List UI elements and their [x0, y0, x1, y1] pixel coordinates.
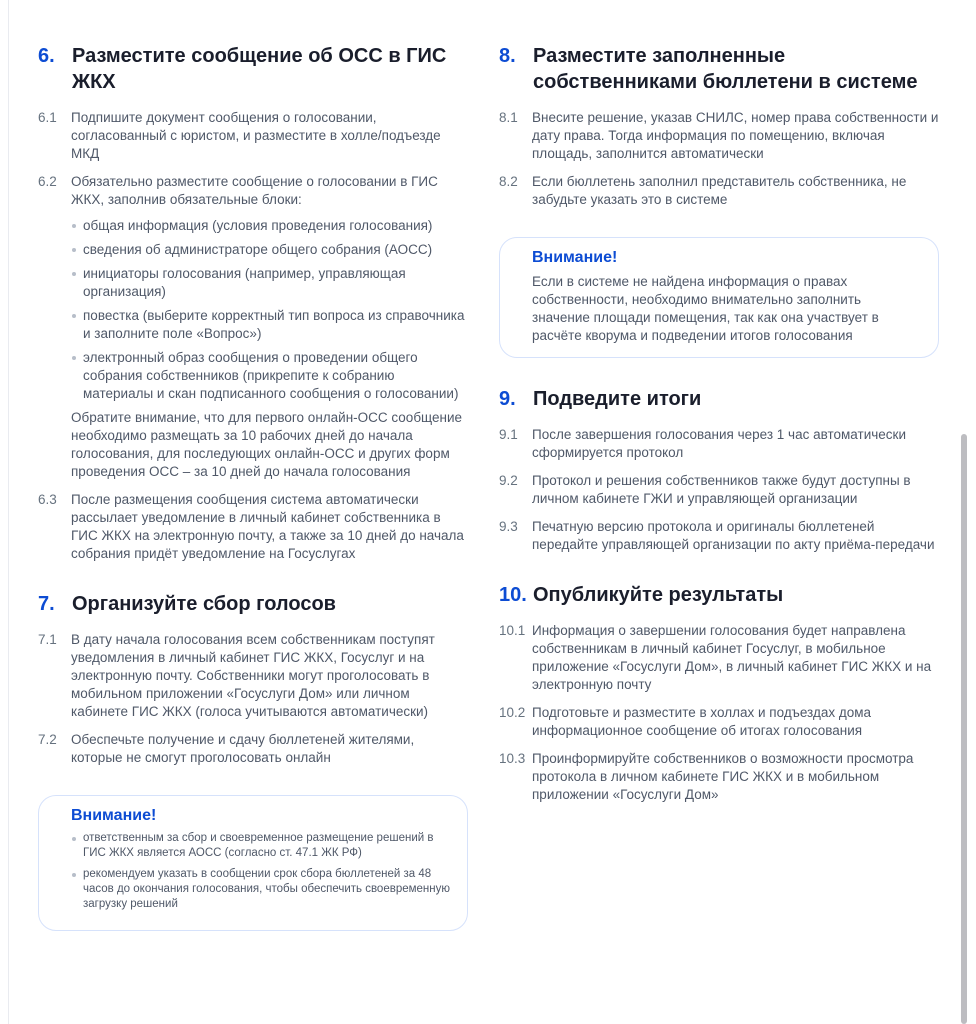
section-8 [499, 43, 939, 209]
step-number: 9.3 [499, 519, 518, 534]
step-number: 10.3 [499, 751, 526, 766]
step-7-2 [38, 731, 468, 767]
step-7-1 [38, 631, 468, 721]
list-item: рекомендуем указать в сообщении срок сбора бюллетеней за 48 часов до окончания голосования, чтобы обеспечить своевременную загрузку решений [71, 867, 451, 912]
section-8-header [499, 43, 939, 95]
list-item: ответственным за сбор и своевременное размещение решений в ГИС ЖКХ является АОСС (согласно ст. 47.1 ЖК РФ) [71, 831, 451, 861]
section-9-number: 9. [499, 388, 516, 410]
section-6 [38, 43, 468, 563]
step-number: 7.2 [38, 732, 57, 747]
step-number: 9.1 [499, 427, 518, 442]
section-7-number: 7. [38, 593, 55, 615]
step-text: Внесите решение, указав СНИЛС, номер права собственности и дату права. Тогда информация по помещению, включая площадь, заполнится автоматически [532, 110, 939, 161]
step-text: Подготовьте и разместите в холлах и подъездах дома информационное сообщение об итогах голосования [532, 705, 872, 738]
list-item: сведения об администраторе общего собрания (АОСС) [71, 241, 468, 259]
step-text: В дату начала голосования всем собственникам поступят уведомления в личный кабинет ГИС ЖКХ, Госуслуг и на электронную почту. Собственники могут проголосовать в мобильном приложении «Госуслуги Дом» или личном кабинете ГИС ЖКХ (голоса учитываются автоматически) [71, 632, 435, 719]
step-8-1 [499, 109, 939, 163]
step-text: Протокол и решения собственников также будут доступны в личном кабинете ГЖИ и управляющей организации [532, 473, 911, 506]
section-7 [38, 591, 468, 767]
scrollbar-thumb[interactable] [961, 434, 967, 1024]
section-10-title: Опубликуйте результаты [533, 584, 784, 606]
section-6-header [38, 43, 468, 95]
step-number: 10.1 [499, 623, 526, 638]
section-8-title: Разместите заполненные собственниками бюллетени в системе [533, 45, 918, 93]
attention-callout-left [38, 795, 468, 931]
step-10-3 [499, 750, 939, 804]
section-8-number: 8. [499, 45, 516, 67]
callout-title: Внимание! [71, 807, 157, 824]
step-10-1 [499, 622, 939, 694]
list-item: электронный образ сообщения о проведении общего собрания собственников (прикрепите к собранию материалы и скан подписанного сообщения о голосовании) [71, 349, 468, 403]
step-text: Обеспечьте получение и сдачу бюллетеней жителями, которые не смогут проголосовать онлайн [71, 732, 415, 765]
step-text: После завершения голосования через 1 час автоматически сформируется протокол [532, 427, 906, 460]
step-number: 9.2 [499, 473, 518, 488]
step-text: Подпишите документ сообщения о голосовании, согласованный с юристом, и разместите в холле/подъезде МКД [71, 110, 441, 161]
deadline-note: Обратите внимание, что для первого онлайн-ОСС сообщение необходимо размещать за 10 рабочих дней до начала голосования, для последующих онлайн-ОСС и других форм проведения ОСС – за 10 дней до начала голосования [71, 410, 463, 479]
section-9-header [499, 386, 939, 412]
list-item: инициаторы голосования (например, управляющая организация) [71, 265, 468, 301]
section-7-title: Организуйте сбор голосов [72, 593, 336, 615]
required-blocks-list [71, 217, 468, 403]
step-6-3 [38, 491, 468, 563]
step-9-3 [499, 518, 939, 554]
list-item: повестка (выберите корректный тип вопроса из справочника и заполните поле «Вопрос») [71, 307, 468, 343]
step-9-2 [499, 472, 939, 508]
step-number: 8.1 [499, 110, 518, 125]
step-text: Если бюллетень заполнил представитель собственника, не забудьте указать это в системе [532, 174, 907, 207]
callout-title: Внимание! [532, 249, 618, 266]
step-text: Проинформируйте собственников о возможности просмотра протокола в личном кабинете ГИС ЖКХ и в мобильном приложении «Госуслуги Дом» [532, 751, 914, 802]
section-10 [499, 582, 939, 804]
step-text: Информация о завершении голосования будет направлена собственникам в личный кабинет Госуслуг, в мобильное приложение «Госуслуги Дом», в личный кабинет ГИС ЖКХ и на электронную почту [532, 623, 932, 692]
step-8-2 [499, 173, 939, 209]
step-text: Обязательно разместите сообщение о голосовании в ГИС ЖКХ, заполнив обязательные блоки: [71, 174, 438, 207]
step-number: 10.2 [499, 705, 526, 720]
section-6-number: 6. [38, 45, 55, 67]
right-column [499, 43, 939, 832]
section-10-number: 10. [499, 584, 527, 606]
callout-text: Если в системе не найдена информация о правах собственности, необходимо внимательно заполнить значение площади помещения, так как она участвует в расчёте кворума и подведении итогов голосования [532, 274, 879, 343]
step-text: Печатную версию протокола и оригиналы бюллетеней передайте управляющей организации по акту приёма-передачи [532, 519, 935, 552]
section-9 [499, 386, 939, 554]
left-column [38, 43, 468, 959]
step-number: 8.2 [499, 174, 518, 189]
step-10-2 [499, 704, 939, 740]
section-7-header [38, 591, 468, 617]
step-6-1 [38, 109, 468, 163]
section-10-header [499, 582, 939, 608]
page-edge [8, 0, 9, 1024]
step-6-2 [38, 173, 468, 481]
section-9-title: Подведите итоги [533, 388, 702, 410]
section-6-title: Разместите сообщение об ОСС в ГИС ЖКХ [72, 45, 447, 93]
step-text: После размещения сообщения система автоматически рассылает уведомление в личный кабинет собственника в ГИС ЖКХ на электронную почту, а также за 10 дней до начала собрания придёт уведомление на Госуслугах [71, 492, 464, 561]
step-number: 6.2 [38, 174, 57, 189]
step-9-1 [499, 426, 939, 462]
step-number: 6.1 [38, 110, 57, 125]
callout-list [71, 831, 451, 912]
step-number: 7.1 [38, 632, 57, 647]
step-number: 6.3 [38, 492, 57, 507]
attention-callout-right [499, 237, 939, 358]
list-item: общая информация (условия проведения голосования) [71, 217, 468, 235]
